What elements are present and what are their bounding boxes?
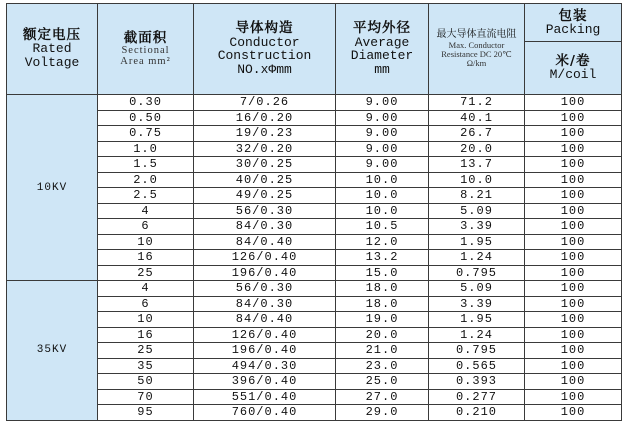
area-cell: 1.5 (98, 157, 194, 173)
table-row (7, 296, 622, 312)
header-construction-en2: Construction (217, 48, 312, 64)
table-body (7, 95, 622, 421)
header-diameter-en2: Diameter (350, 48, 414, 64)
construction-cell: 56/0.30 (194, 281, 336, 297)
area-cell: 16 (98, 250, 194, 266)
area-cell: 0.50 (98, 110, 194, 126)
area-cell: 4 (98, 281, 194, 297)
area-cell: 6 (98, 219, 194, 235)
voltage-cell: 35KV (7, 281, 98, 421)
table-row (7, 374, 622, 390)
header-diameter-en3: mm (374, 61, 390, 77)
area-cell: 70 (98, 389, 194, 405)
resistance-cell: 0.210 (429, 405, 525, 421)
construction-cell: 196/0.40 (194, 265, 336, 281)
diameter-cell: 10.5 (336, 219, 429, 235)
area-cell: 0.75 (98, 126, 194, 142)
area-cell: 16 (98, 327, 194, 343)
header-construction-zh: 导体构造 (235, 20, 294, 37)
diameter-cell: 23.0 (336, 358, 429, 374)
table-row (7, 172, 622, 188)
area-cell: 0.30 (98, 95, 194, 111)
header-area-en2: Area mm² (120, 56, 171, 68)
header-packing-en2: M/coil (549, 67, 597, 83)
header-construction (194, 4, 336, 95)
construction-cell: 760/0.40 (194, 405, 336, 421)
area-cell: 2.0 (98, 172, 194, 188)
diameter-cell: 25.0 (336, 374, 429, 390)
packing-cell: 100 (525, 126, 622, 142)
resistance-cell: 0.565 (429, 358, 525, 374)
construction-cell: 494/0.30 (194, 358, 336, 374)
header-packing-zh: 包装 (558, 7, 588, 24)
diameter-cell: 20.0 (336, 327, 429, 343)
area-cell: 35 (98, 358, 194, 374)
packing-cell: 100 (525, 358, 622, 374)
diameter-cell: 29.0 (336, 405, 429, 421)
diameter-cell: 10.0 (336, 172, 429, 188)
area-cell: 6 (98, 296, 194, 312)
header-area-en1: Sectional (121, 45, 170, 57)
table-row (7, 312, 622, 328)
header-resistance-en2: Resistance DC 20℃ (441, 48, 512, 59)
area-cell: 95 (98, 405, 194, 421)
construction-cell: 30/0.25 (194, 157, 336, 173)
diameter-cell: 9.00 (336, 110, 429, 126)
construction-cell: 56/0.30 (194, 203, 336, 219)
resistance-cell: 5.09 (429, 203, 525, 219)
area-cell: 1.0 (98, 141, 194, 157)
resistance-cell: 1.24 (429, 327, 525, 343)
cable-spec-table (6, 3, 622, 421)
header-construction-en1: Conductor (229, 34, 300, 50)
construction-cell: 84/0.40 (194, 312, 336, 328)
header-voltage-en1: Rated (32, 41, 72, 57)
packing-cell: 100 (525, 188, 622, 204)
table-row (7, 405, 622, 421)
packing-cell: 100 (525, 281, 622, 297)
area-cell: 25 (98, 343, 194, 359)
header-row (7, 4, 622, 95)
area-cell: 2.5 (98, 188, 194, 204)
packing-cell: 100 (525, 374, 622, 390)
resistance-cell: 10.0 (429, 172, 525, 188)
header-packing-zh2: 米/卷 (555, 53, 591, 70)
area-cell: 25 (98, 265, 194, 281)
packing-cell: 100 (525, 389, 622, 405)
header-voltage-zh: 额定电压 (23, 27, 81, 44)
header-area-zh: 截面积 (123, 29, 168, 46)
diameter-cell: 12.0 (336, 234, 429, 250)
diameter-cell: 9.00 (336, 141, 429, 157)
header-construction-en3: NO.xΦmm (237, 61, 292, 77)
table-row (7, 281, 622, 297)
resistance-cell: 5.09 (429, 281, 525, 297)
table-row (7, 157, 622, 173)
construction-cell: 32/0.20 (194, 141, 336, 157)
diameter-cell: 27.0 (336, 389, 429, 405)
resistance-cell: 1.95 (429, 312, 525, 328)
table-row (7, 126, 622, 142)
packing-cell: 100 (525, 141, 622, 157)
header-packing (525, 4, 622, 95)
diameter-cell: 9.00 (336, 126, 429, 142)
resistance-cell: 13.7 (429, 157, 525, 173)
header-resistance-zh: 最大导体直流电阻 (436, 29, 517, 41)
header-area (98, 4, 194, 95)
resistance-cell: 8.21 (429, 188, 525, 204)
construction-cell: 126/0.40 (194, 327, 336, 343)
construction-cell: 196/0.40 (194, 343, 336, 359)
construction-cell: 84/0.40 (194, 234, 336, 250)
area-cell: 50 (98, 374, 194, 390)
diameter-cell: 19.0 (336, 312, 429, 328)
resistance-cell: 40.1 (429, 110, 525, 126)
resistance-cell: 26.7 (429, 126, 525, 142)
header-diameter-zh: 平均外径 (353, 20, 411, 37)
diameter-cell: 21.0 (336, 343, 429, 359)
resistance-cell: 3.39 (429, 296, 525, 312)
packing-cell: 100 (525, 157, 622, 173)
resistance-cell: 0.393 (429, 374, 525, 390)
table-row (7, 188, 622, 204)
table-row (7, 219, 622, 235)
packing-cell: 100 (525, 296, 622, 312)
header-packing-en: Packing (545, 21, 601, 37)
construction-cell: 19/0.23 (194, 126, 336, 142)
packing-cell: 100 (525, 95, 622, 111)
area-cell: 10 (98, 234, 194, 250)
resistance-cell: 0.795 (429, 265, 525, 281)
construction-cell: 7/0.26 (194, 95, 336, 111)
resistance-cell: 0.277 (429, 389, 525, 405)
header-resistance-en1: Max. Conductor (448, 39, 505, 50)
construction-cell: 126/0.40 (194, 250, 336, 266)
resistance-cell: 1.95 (429, 234, 525, 250)
header-voltage (7, 4, 98, 95)
packing-cell: 100 (525, 327, 622, 343)
table-row (7, 234, 622, 250)
diameter-cell: 10.0 (336, 203, 429, 219)
table-row (7, 250, 622, 266)
header-resistance-en3: Ω/km (466, 57, 487, 68)
table-row (7, 265, 622, 281)
table-row (7, 358, 622, 374)
packing-cell: 100 (525, 172, 622, 188)
table-row (7, 95, 622, 111)
table-row (7, 110, 622, 126)
construction-cell: 40/0.25 (194, 172, 336, 188)
construction-cell: 16/0.20 (194, 110, 336, 126)
packing-cell: 100 (525, 203, 622, 219)
construction-cell: 84/0.30 (194, 296, 336, 312)
header-voltage-en2: Voltage (24, 55, 80, 71)
header-diameter (336, 4, 429, 95)
packing-cell: 100 (525, 265, 622, 281)
resistance-cell: 1.24 (429, 250, 525, 266)
area-cell: 4 (98, 203, 194, 219)
table-row (7, 203, 622, 219)
area-cell: 10 (98, 312, 194, 328)
header-packing-top (525, 4, 621, 42)
diameter-cell: 9.00 (336, 157, 429, 173)
table-row (7, 141, 622, 157)
packing-cell: 100 (525, 234, 622, 250)
diameter-cell: 18.0 (336, 296, 429, 312)
diameter-cell: 15.0 (336, 265, 429, 281)
packing-cell: 100 (525, 219, 622, 235)
header-resistance (429, 4, 525, 95)
construction-cell: 49/0.25 (194, 188, 336, 204)
resistance-cell: 0.795 (429, 343, 525, 359)
header-packing-bottom (525, 42, 621, 94)
packing-cell: 100 (525, 110, 622, 126)
diameter-cell: 10.0 (336, 188, 429, 204)
packing-cell: 100 (525, 343, 622, 359)
diameter-cell: 18.0 (336, 281, 429, 297)
diameter-cell: 13.2 (336, 250, 429, 266)
header-diameter-en1: Average (354, 34, 410, 50)
resistance-cell: 20.0 (429, 141, 525, 157)
packing-cell: 100 (525, 312, 622, 328)
resistance-cell: 3.39 (429, 219, 525, 235)
construction-cell: 551/0.40 (194, 389, 336, 405)
packing-cell: 100 (525, 405, 622, 421)
table-row (7, 343, 622, 359)
construction-cell: 84/0.30 (194, 219, 336, 235)
table-row (7, 327, 622, 343)
resistance-cell: 71.2 (429, 95, 525, 111)
diameter-cell: 9.00 (336, 95, 429, 111)
voltage-cell: 10KV (7, 95, 98, 281)
construction-cell: 396/0.40 (194, 374, 336, 390)
packing-cell: 100 (525, 250, 622, 266)
table-row (7, 389, 622, 405)
